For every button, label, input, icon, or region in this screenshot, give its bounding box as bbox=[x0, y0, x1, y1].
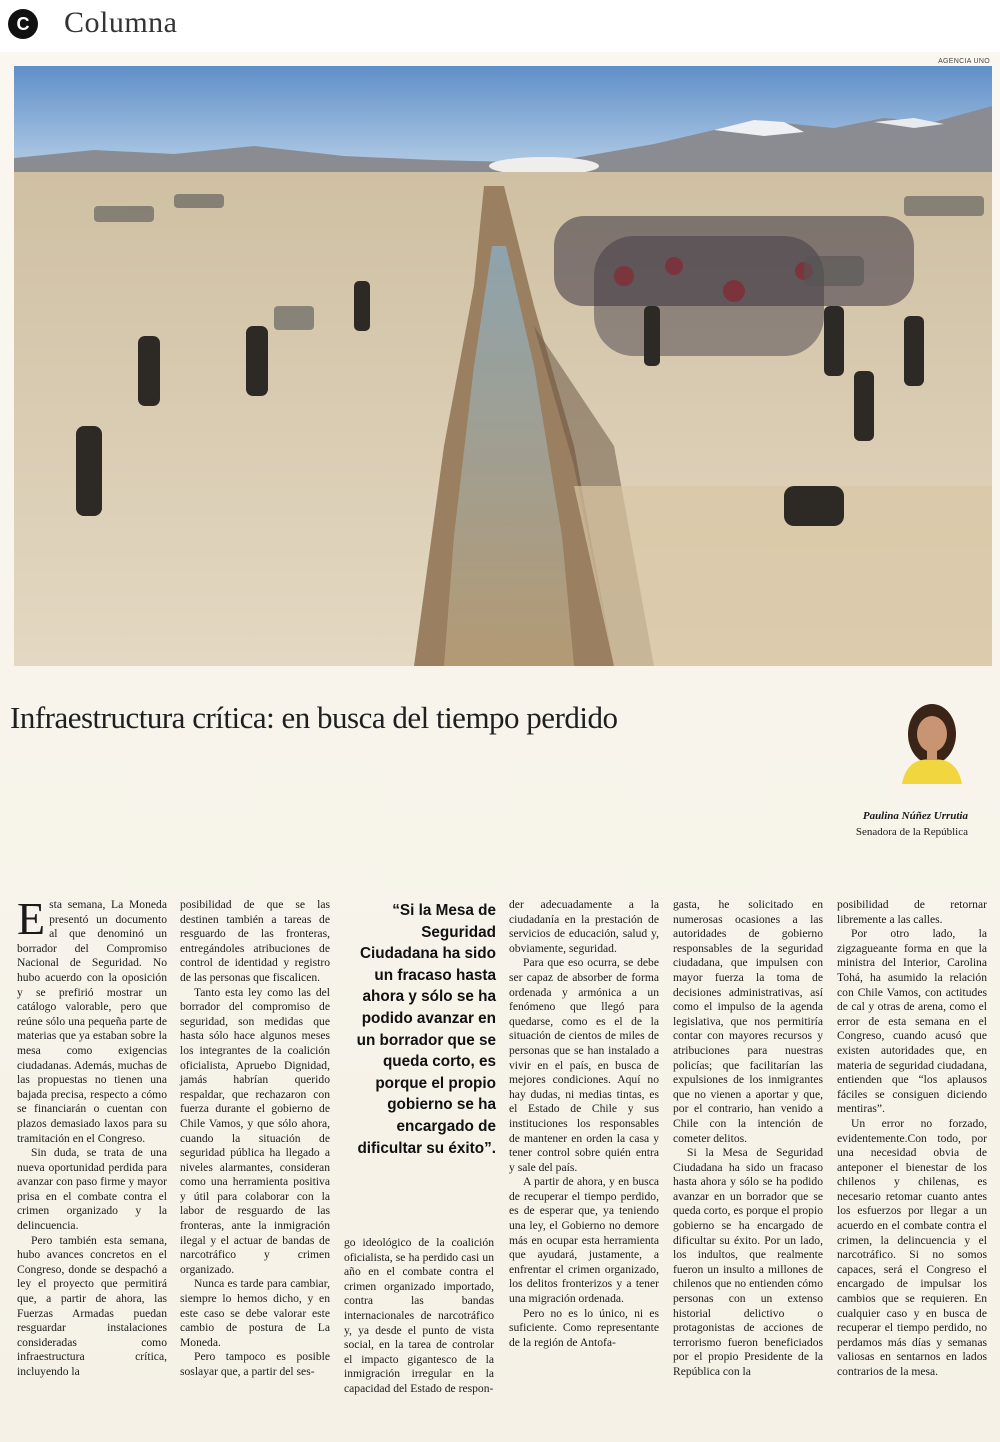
article-column-2 bbox=[180, 898, 330, 1380]
photo-credit: AGENCIA UNO bbox=[938, 58, 990, 65]
paragraph: A partir de ahora, y en busca de recuperar el tiempo perdido, es de esperar que, ya teniendo una ley, el Gobierno no demore más en ocupar esta herramienta que ayudará, justamente, a enfrentar el crimen organizado, los delitos fronterizos y a tener una migración ordenada. bbox=[509, 1175, 659, 1306]
paragraph: Por otro lado, la zigzagueante forma en que la ministra del Interior, Carolina Tohá, ha asumido la relación con Chile Vamos, con actitudes de cal y otras de arena, como el error de esta semana en el Congreso, cuando acusó que existen autoridades que, en materia de seguridad ciudadana, entienden que “los aplausos fáciles se consiguen diciendo mentiras”. bbox=[837, 927, 987, 1116]
author-portrait bbox=[896, 700, 968, 784]
article-column-1 bbox=[17, 893, 167, 1380]
paragraph: Tanto esta ley como las del borrador del compromiso de seguridad, son medidas que hasta sólo hace algunos meses los integrantes de la coalición oficialista, Apruebo Dignidad, jamás habrían querido respaldar, que rechazaron con fuerza durante el gobierno de Chile Vamos, y que sólo ahora, cuando la situación de seguridad pública ha llegado a niveles alarmantes, consideran como una herramienta positiva y útil para colaborar con la labor de resguardo de las fronteras, ante la inmigración ilegal y el actuar de bandas de narcotráfico y crimen organizado. bbox=[180, 985, 330, 1276]
section-title: Columna bbox=[64, 6, 178, 39]
paragraph: Si la Mesa de Seguridad Ciudadana ha sido un fracaso hasta ahora y sólo se ha podido avanzar en un borrador que se queda corto, es porque el propio gobierno se ha encargado de dificultar su éxito. Por un lado, los indultos, que realmente fueron un insulto a millones de chilenos que no entienden cómo personas con un extenso historial delictivo o protagonistas de acciones de terrorismo fueron beneficiados por el propio Presidente de la República con la bbox=[673, 1146, 823, 1378]
author-name: Paulina Núñez Urrutia bbox=[862, 810, 968, 822]
article-column-6 bbox=[837, 898, 987, 1380]
dropcap: E bbox=[17, 893, 46, 944]
paragraph: Un error no forzado, evidentemente.Con todo, por una necesidad obvia de anteponer el bienestar de los chilenos y chilenas, es necesario retomar cuanto antes los esfuerzos por llegar a un acuerdo en el combate contra el crimen, la delincuencia y el narcotráfico. Si no somos capaces, será el Congreso el encargado de impulsar los cambios que se requieren. En cualquier caso y en busca de recuperar el tiempo perdido, no perdamos más días y semanas valiosas en sentarnos en lados contrarios de la mesa. bbox=[837, 1116, 987, 1378]
paragraph: der adecuadamente a la ciudadanía en la prestación de servicios de educación, salud y, obviamente, seguridad. bbox=[509, 898, 659, 955]
article-column-4 bbox=[509, 898, 659, 1350]
section-logo: C bbox=[8, 9, 38, 39]
paragraph: Pero no es lo único, ni es suficiente. Como representante de la región de Antofa- bbox=[509, 1306, 659, 1349]
paragraph: go ideológico de la coalición oficialista, se ha perdido casi un año en el combate contra el crimen organizado importado, contra las bandas internacionales de narcotráfico y, ya desde el punto de vista social, en la tarea de controlar el impacto gigantesco de la inmigración irregular en la capacidad del Estado de respon- bbox=[344, 1236, 494, 1395]
author-role: Senadora de la República bbox=[855, 826, 968, 838]
paragraph: gasta, he solicitado en numerosas ocasiones a las autoridades de gobierno responsables de la seguridad ciudadana, que impulsen con mayor fuerza la toma de decisiones administrativas, así como el impulso de la agenda legislativa, que nos permitiría contar con mayores recursos y atribuciones para nuestras policías; que facilitarían las expulsiones de los inmigrantes que no vienen a aportar y que, por el contrario, han venido a Chile con la intención de cometer delitos. bbox=[673, 898, 823, 1145]
border-trench-photo bbox=[14, 66, 992, 666]
paragraph: Nunca es tarde para cambiar, siempre lo hemos dicho, y en este caso se debe valorar este cambio de postura de La Moneda. bbox=[180, 1277, 330, 1349]
paragraph: Pero también esta semana, hubo avances concretos en el Congreso, donde se despachó a ley el proyecto que permitirá que, a partir de ahora, las Fuerzas Armadas puedan resguardar instalaciones consideradas como infraestructura crítica, incluyendo la bbox=[17, 1233, 167, 1378]
article-column-5 bbox=[673, 898, 823, 1380]
paragraph: posibilidad de que se las destinen también a tareas de resguardo de las fronteras, entregándoles atribuciones de control de identidad y registro de las personas que fiscalicen. bbox=[180, 898, 330, 984]
page-header bbox=[0, 0, 1000, 52]
paragraph: Pero tampoco es posible soslayar que, a partir del ses- bbox=[180, 1350, 330, 1378]
paragraph: Sin duda, se trata de una nueva oportunidad perdida para avanzar con paso firme y mayor prisa en el combate contra el crimen organizado y la delincuencia. bbox=[17, 1146, 167, 1233]
paragraph: Esta semana, La Moneda presentó un documento al que denominó un borrador del Compromiso Nacional de Seguridad. No hubo acuerdo con la oposición y se prefirió mostrar un catálogo valorable, pero que reúne sólo una pequeña parte de materias que ya estaban sobre la mesa como exigencias ciudadanas. Además, muchas de las propuestas no tienen una bajada precisa, respecto a cómo se financiarán o cuentan con plazos demasiado laxos para su tramitación en el Congreso. bbox=[17, 893, 167, 1145]
author-byline bbox=[856, 808, 968, 840]
article-headline: Infraestructura crítica: en busca del tiempo perdido bbox=[10, 700, 618, 735]
article-column-3 bbox=[344, 1236, 494, 1397]
pull-quote: “Si la Mesa de Seguridad Ciudadana ha sido un fracaso hasta ahora y sólo se ha podido avanzar en un borrador que se queda corto, es porque el propio gobierno se ha encargado de dificultar su éxito”. bbox=[356, 902, 496, 1157]
paragraph: posibilidad de retornar libremente a las calles. bbox=[837, 898, 987, 926]
paragraph: Para que eso ocurra, se debe ser capaz de absorber de forma ordenada y armónica a un fenómeno que llegó para quedarse, como es el de la situación de cientos de miles de personas que se han instalado a vivir en el país, en busca de mejores condiciones. Aquí no hay dudas, ni medias tintas, es el Estado de Chile y sus instituciones los responsables de mantener en orden la casa y tener control sobre quién entra y sale del país. bbox=[509, 956, 659, 1174]
